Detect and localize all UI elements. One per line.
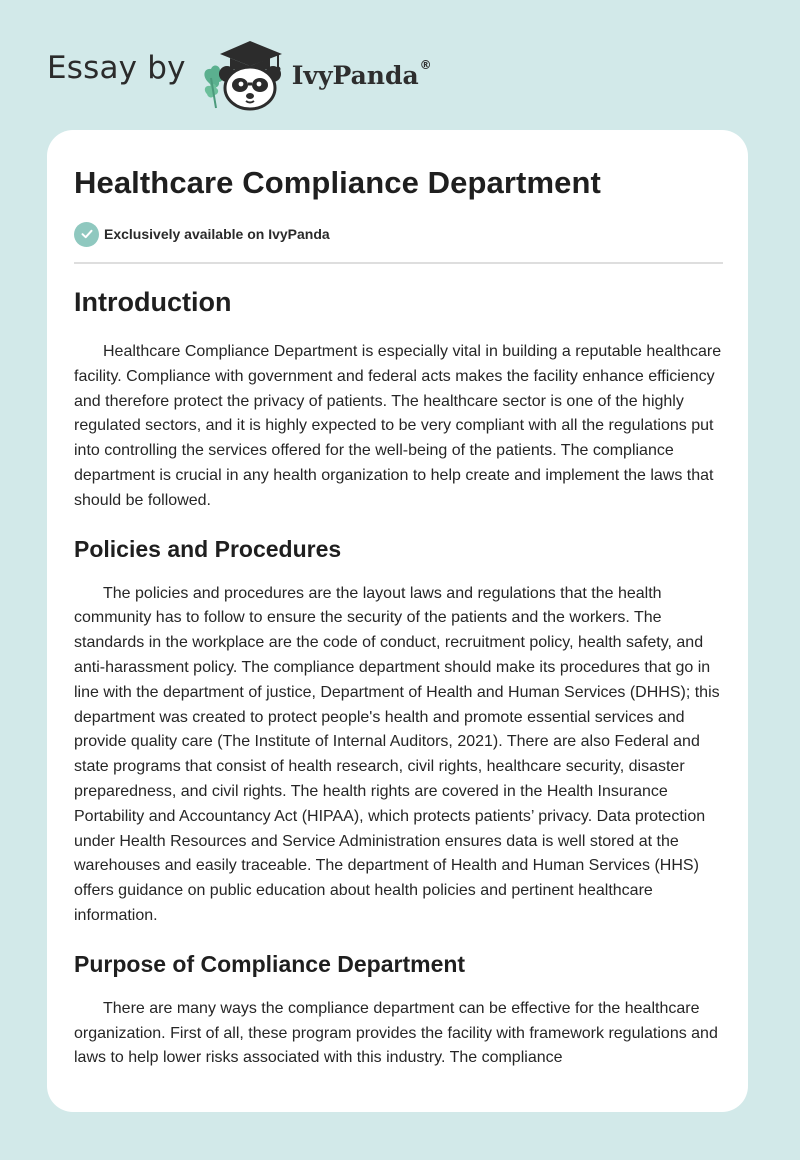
section-heading-purpose: Purpose of Compliance Department [74, 950, 466, 977]
section-paragraph-introduction: Healthcare Compliance Department is especially vital in building a reputable healthcare facility. Compliance with government and federal acts makes the facility enhance efficiency and therefore protect the privacy of patients. The healthcare sector is one of the highly regulated sectors, and it is highly expected to be very compliant with all the regulations put into controlling the services offered for the well-being of the patients. The compliance department is crucial in any health organization to help create and implement the laws that should be followed. [74, 343, 722, 509]
section-paragraph-policies: The policies and procedures are the layout laws and regulations that the health community has to follow to ensure the security of the patients and the workers. The standards in the workplace are the code of conduct, recruitment policy, health safety, and anti-harassment policy. The compliance department should make its procedures that go in line with the department of justice, Department of Health and Human Services (DHHS); this department was created to protect people's health and promote essential services and provide quality care (The Institute of Internal Auditors, 2021). There are also Federal and state programs that consist of health research, civil rights, healthcare security, disaster preparedness, and civil rights. The health rights are covered in the Health Insurance Portability and Accountancy Act (HIPAA), which protects patients’ privacy. Data protection under Health Resources and Service Administration ensures data is well stored at the warehouses and easily traceable. The department of Health and Human Services (HHS) offers guidance on public education about health policies and pertinent healthcare information. [74, 584, 720, 924]
essay-card [47, 130, 748, 1112]
panda-graduate-icon [198, 38, 290, 112]
section-paragraph-purpose: There are many ways the compliance department can be effective for the healthcare organization. First of all, these program provides the facility with framework regulations and laws to help lower risks associated with this industry. The compliance [74, 999, 718, 1067]
essay-content [74, 163, 723, 1071]
check-circle-icon [74, 222, 99, 247]
section-heading-policies: Policies and Procedures [74, 535, 342, 562]
availability-badge [74, 221, 723, 247]
site-logo[interactable] [47, 36, 432, 110]
brand-name: IvyPanda [291, 60, 419, 90]
title-divider [74, 262, 723, 264]
availability-label: Exclusively available on IvyPanda [104, 226, 330, 242]
brand-prefix: Essay by [47, 50, 186, 86]
essay-title: Healthcare Compliance Department [74, 165, 601, 200]
section-heading-introduction: Introduction [74, 287, 232, 317]
registered-mark: ® [419, 58, 432, 72]
